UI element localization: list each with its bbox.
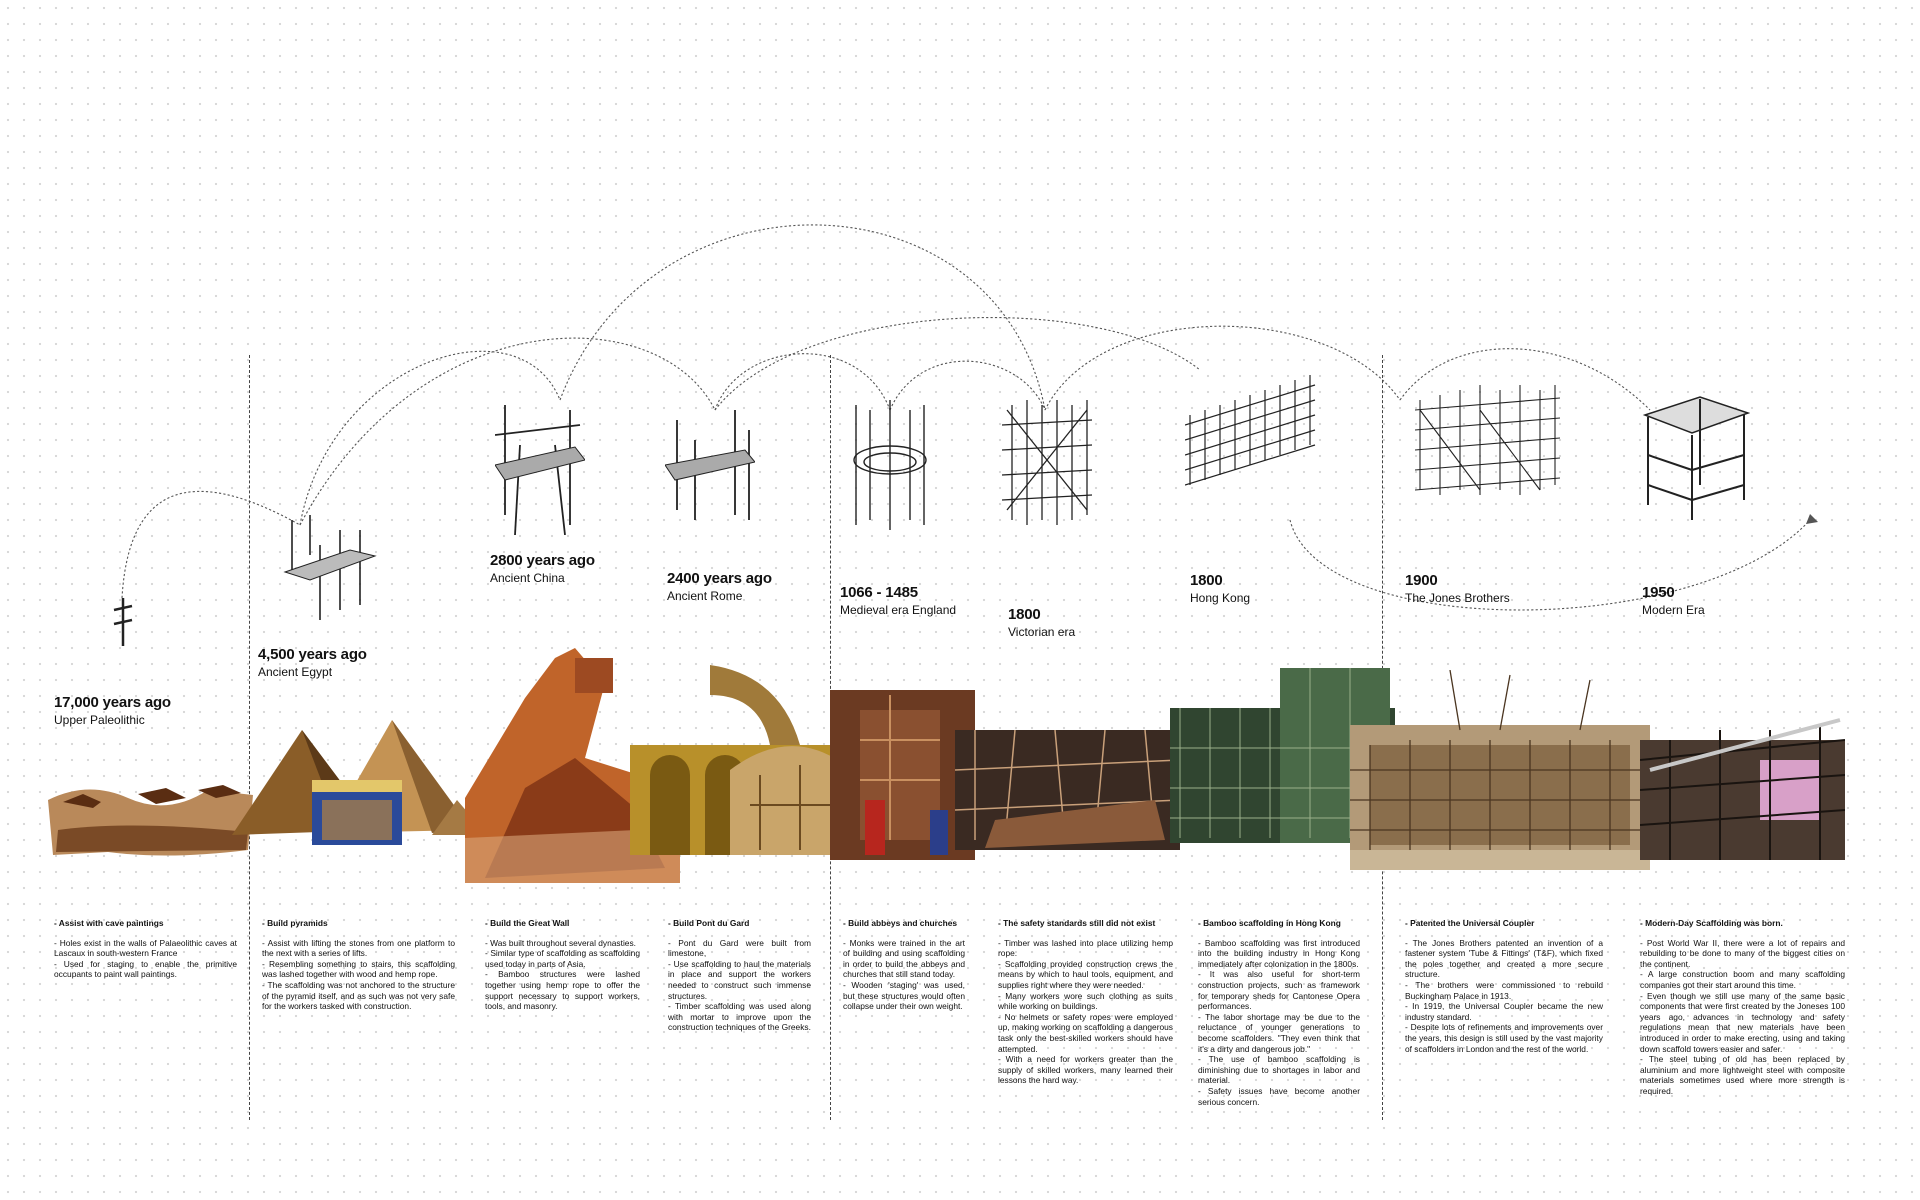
desc-point: - Many workers wore such clothing as suits while working on buildings. [998, 990, 1173, 1012]
era-date: 1950 [1642, 584, 1675, 601]
scaffold-model-medieval [848, 400, 933, 530]
desc-point: - Assist with lifting the stones from one platform to the next with a series of lifts. [262, 937, 455, 959]
era-heading-modern [1642, 584, 1705, 618]
desc-title: - Build the Great Wall [485, 918, 570, 928]
desc-point: - Bamboo scaffolding was first introduced into the building industry in Hong Kong immediately after colonization in the 1800s. [1198, 937, 1360, 969]
scaffold-model-hongkong [1185, 375, 1320, 490]
era-date: 1800 [1190, 572, 1223, 589]
era-date: 2400 years ago [667, 570, 772, 587]
era-heading-egypt [258, 646, 367, 680]
collage-modern-scaffold [1640, 700, 1845, 860]
era-date: 1800 [1008, 606, 1041, 623]
desc-jones [1405, 918, 1603, 1054]
desc-point: - Similar type of scaffolding as scaffolding used today in parts of Asia. [485, 948, 640, 969]
desc-hongkong [1198, 918, 1360, 1107]
desc-point: - In 1919, the Universal Coupler became the new industry standard. [1405, 1001, 1603, 1022]
era-heading-victorian [1008, 606, 1075, 640]
scaffold-model-paleolithic [108, 598, 138, 646]
era-label: Hong Kong [1190, 591, 1251, 605]
desc-title: - The safety standards still did not exist [998, 918, 1156, 928]
era-heading-hongkong [1190, 572, 1250, 606]
era-date: 17,000 years ago [54, 694, 171, 711]
desc-point: - The labor shortage may be due to the reluctance of younger generations to become scaffolders. "They even think that it's a dirty and dangerous job." [1198, 1011, 1360, 1054]
desc-point: - Resembling something to stairs, this scaffolding was lashed together with wood and hemp rope. [262, 958, 455, 980]
desc-point: - Despite lots of refinements and improvements over the years, this design is still used by the vast majority of scaffolders in London and the rest of the world. [1405, 1022, 1603, 1054]
desc-point: - It was also useful for short-term construction projects, such as framework for temporary sheds for Cantonese Opera performances. [1198, 969, 1360, 1012]
desc-point: - Bamboo structures were lashed together using hemp rope to offer the support necessary to support workers, tools, and masonry. [485, 969, 640, 1012]
desc-point: - The Jones Brothers patented an invention of a fastener system 'Tube & Fittings' (T&F), which fixed the poles together and created a more secure structure. [1405, 937, 1603, 980]
desc-point: - Holes exist in the walls of Palaeolithic caves at Lascaux in south-western France [54, 937, 237, 959]
collage-cave-painting [48, 760, 253, 860]
era-label: Upper Paleolithic [54, 713, 145, 727]
desc-modern [1640, 918, 1845, 1097]
desc-point: - No helmets or safety ropes were employed up, making working on scaffolding a dangerous task only the best-skilled workers should have attempted. [998, 1011, 1173, 1054]
desc-title: - Bamboo scaffolding in Hong Kong [1198, 918, 1341, 928]
era-heading-rome [667, 570, 772, 604]
era-label: Medieval era England [840, 603, 957, 617]
desc-point: - Scaffolding provided construction crews the means by which to haul tools, equipment, and supplies right where they were needed. [998, 958, 1173, 990]
desc-point: - With a need for workers greater than the supply of skilled workers, many learned their lessons the hard way. [998, 1054, 1173, 1086]
desc-title: - Build pyramids [262, 918, 328, 928]
desc-point: - Use scaffolding to haul the materials in place and support the workers needed to construct such immense structures. [668, 958, 811, 1001]
desc-title: - Assist with cave paintings [54, 918, 164, 928]
desc-paleolithic [54, 918, 237, 980]
desc-point: - Used for staging to enable the primitive occupants to paint wall paintings. [54, 958, 237, 980]
desc-point: - Even though we still use many of the same basic components that were first created by the Joneses 100 years ago, advances in technology and safety regulations mean that new materials have been introduced in order to make erecting, using and taking down scaffold towers easier and safer. [1640, 990, 1845, 1054]
desc-medieval [843, 918, 965, 1012]
era-heading-china [490, 552, 595, 586]
scaffold-model-rome [665, 410, 755, 520]
desc-china [485, 918, 640, 1012]
era-label: Modern Era [1642, 603, 1705, 617]
scaffold-model-china [495, 405, 585, 535]
desc-point: - A large construction boom and many scaffolding companies got their start around this time. [1640, 969, 1845, 990]
desc-point: - Safety issues have become another serious concern. [1198, 1085, 1360, 1107]
scaffold-model-victorian [1002, 400, 1092, 525]
desc-point: - The scaffolding was not anchored to the structure of the pyramid itself, and as such was not very safe for the workers tasked with construction. [262, 979, 455, 1012]
arc-paleolithic-egypt [122, 491, 300, 598]
era-label: Ancient China [490, 571, 565, 585]
scaffold-model-egypt [280, 510, 380, 620]
era-label: Ancient Egypt [258, 665, 333, 679]
desc-title: - Modern-Day Scaffolding was born. [1640, 918, 1783, 928]
arc-hongkong-modern [1290, 520, 1810, 610]
era-label: Victorian era [1008, 625, 1076, 639]
desc-title: - Build Pont du Gard [668, 918, 750, 928]
era-date: 1066 - 1485 [840, 584, 918, 601]
era-heading-medieval [840, 584, 956, 618]
era-date: 2800 years ago [490, 552, 595, 569]
era-label: Ancient Rome [667, 589, 743, 603]
era-heading-jones [1405, 572, 1510, 606]
collage-medieval-abbey [830, 690, 975, 860]
desc-point: - The use of bamboo scaffolding is diminishing due to shortages in labor and material. [1198, 1054, 1360, 1086]
scaffold-model-jones [1415, 380, 1560, 500]
arrowhead [1806, 514, 1818, 524]
desc-point: - Wooden 'staging' was used, but these structures would often collapse under their own weight. [843, 979, 965, 1012]
desc-point: - Was built throughout several dynasties. [485, 937, 636, 948]
desc-title: - Build abbeys and churches [843, 918, 958, 928]
desc-point: - Pont du Gard were built from limestone, [668, 937, 811, 959]
desc-point: - The steel tubing of old has been replaced by aluminium and more lightweight steel with composite materials sometimes used where more strength is required. [1640, 1054, 1845, 1096]
desc-egypt [262, 918, 455, 1012]
scaffold-model-modern [1640, 395, 1750, 520]
desc-title: - Patented the Universal Coupler [1405, 918, 1535, 928]
era-label: The Jones Brothers [1405, 591, 1510, 605]
era-heading-paleolithic [54, 694, 171, 728]
desc-point: - The brothers were commissioned to rebuild Buckingham Palace in 1913. [1405, 979, 1603, 1001]
desc-rome [668, 918, 811, 1033]
collage-buckingham-palace [1350, 670, 1650, 870]
desc-point: - Post World War II, there were a lot of repairs and rebuilding to be done to many of the biggest cities on the continent. [1640, 937, 1845, 969]
collage-victorian-shipyard [955, 730, 1180, 850]
collage-pyramids [232, 705, 487, 860]
arc-china-medieval [560, 225, 1045, 410]
desc-point: - Timber scaffolding was used along with mortar to improve upon the construction techniques of the Greeks. [668, 1001, 811, 1033]
desc-point: - Monks were trained in the art of building and using scaffolding in order to build the abbeys and churches that still stand today. [843, 937, 965, 980]
desc-point: - Timber was lashed into place utilizing hemp rope. [998, 937, 1173, 959]
desc-victorian [998, 918, 1173, 1086]
collage-pont-du-gard [630, 665, 845, 855]
arc-rome-hongkong [715, 318, 1200, 410]
era-date: 4,500 years ago [258, 646, 367, 663]
era-date: 1900 [1405, 572, 1438, 589]
